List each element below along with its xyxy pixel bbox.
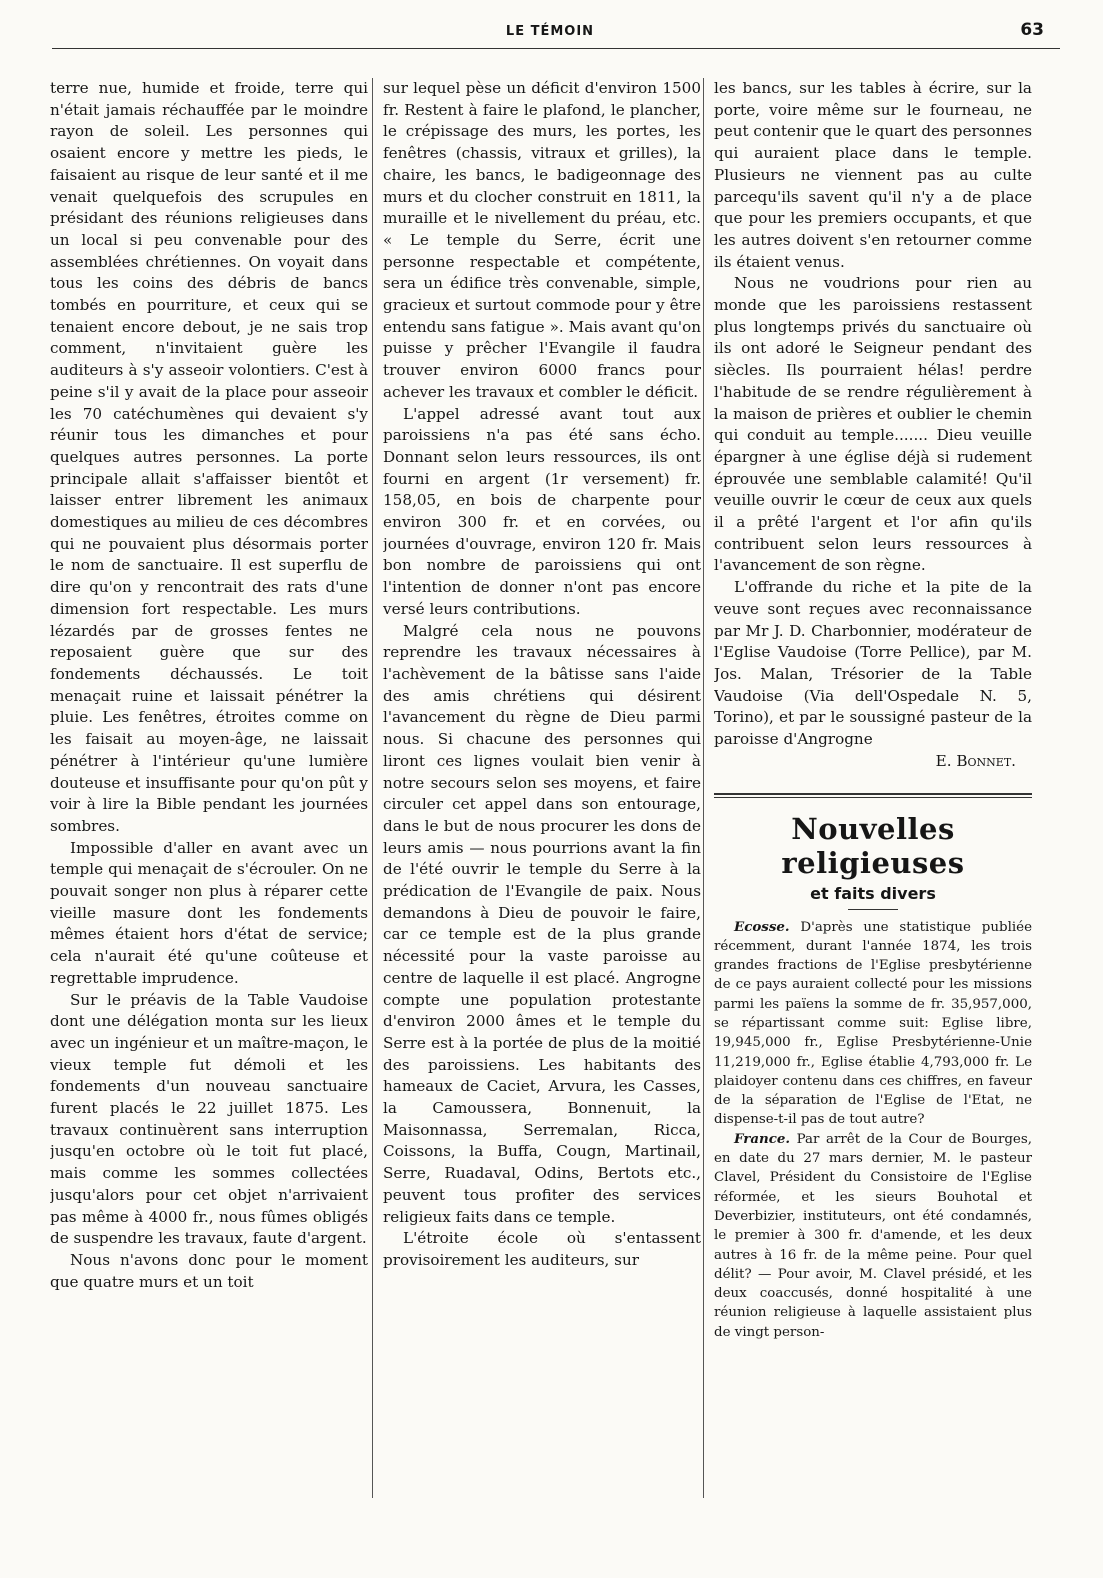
running-title: LE TÉMOIN	[505, 24, 595, 39]
paragraph: Malgré cela nous ne pouvons reprendre les travaux nécessaires à l'achèvement de la bâtisse sans l'aide des amis chrétiens qui désirent l'avancement du règne de Dieu parmi nous. Si chacune des personnes qui liront ces lignes voulait bien venir à notre secours selon ses moyens, et faire circuler cet appel dans son entourage, dans le but de nous procurer les dons de leurs amis — nous pourrions avant la fin de l'été ouvrir le temple du Serre à la prédication de l'Evangile de paix. Nous demandons à Dieu de pouvoir le faire, car ce temple est de la plus grande nécessité pour la vaste paroisse au centre de laquelle il est placé. Angrogne compte une population protestante d'environ 2000 âmes et le temple du Serre est à la portée de plus de la moitié des paroissiens. Les habitants des hameaux de Caciet, Arvura, les Casses, la Camoussera, Bonnenuit, la Maisonnassa, Serremalan, Ricca, Coissons, la Buffa, Cougn, Martinail, Serre, Ruadaval, Odins, Bertots etc., peuvent tous profiter des services religieux faits dans ce temple.	[383, 621, 701, 1226]
news-item	[714, 1130, 1032, 1342]
subtitle-rule	[848, 909, 898, 910]
section-rule	[714, 797, 1032, 798]
paragraph: L'étroite école où s'entassent provisoirement les auditeurs, sur	[383, 1229, 701, 1269]
paragraph: sur lequel pèse un déficit d'environ 1500 fr. Restent à faire le plafond, le plancher, le crépissage des murs, les portes, les fenêtres (chassis, vitraux et grilles), la chaire, les bancs, le badigeonnage des murs et du clocher construit en 1811, la muraille et le nivellement du préau, etc. « Le temple du Serre, écrit une personne respectable et compétente, sera un édifice très convenable, simple, gracieux et surtout commode pour y être entendu sans fatigue ». Mais avant qu'on puisse y prêcher l'Evangile il faudra trouver environ 6000 francs pour achever les travaux et combler le déficit.	[383, 79, 701, 401]
page-number: 63	[1020, 20, 1044, 40]
paragraph: les bancs, sur les tables à écrire, sur la porte, voire même sur le fourneau, ne peut contenir que le quart des personnes qui auraient place dans le temple. Plusieurs ne viennent pas au culte parcequ'ils savent qu'il n'y a de place que pour les premiers occupants, et que les autres doivent s'en retourner comme ils étaient venus.	[714, 79, 1032, 271]
paragraph: Nous n'avons donc pour le moment que quatre murs et un toit	[50, 1250, 368, 1291]
header-rule	[52, 48, 1060, 49]
column-divider	[703, 78, 704, 1498]
news-keyword: France.	[734, 1130, 791, 1147]
news-list	[714, 918, 1032, 1343]
paragraph: terre nue, humide et froide, terre qui n'était jamais réchauffée par le moindre rayon de soleil. Les personnes qui osaient encore y mettre les pieds, le faisaient au risque de leur santé et il me venait quelquefois des scrupules en présidant des réunions religieuses dans un local si peu convenable pour des assemblées chrétiennes. On voyait dans tous les coins des débris de bancs tombés en pourriture, et ceux qui se tenaient encore debout, je ne sais trop comment, n'invitaient guère les auditeurs à s'y asseoir volontiers. C'est à peine s'il y avait de la place pour asseoir les 70 catéchumènes qui devaient s'y réunir tous les dimanches et pour quelques autres personnes. La porte principale allait s'affaisser bientôt et laisser entrer librement les animaux domestiques au milieu de ces décombres qui ne pouvaient plus désormais porter le nom de sanctuaire. Il est superflu de dire qu'on y rencontrait des rats d'une dimension fort respectable. Les murs lézardés par de grosses fentes ne reposaient guère que sur des fondements déchaussés. Le toit menaçait ruine et laissait pénétrer la pluie. Les fenêtres, étroites comme on les faisait au moyen-âge, ne laissait pénétrer à l'intérieur qu'une lumière douteuse et insuffisante pour qu'on pût y voir à lire la Bible pendant les journées sombres.	[50, 79, 368, 835]
signature: E. Bonnet.	[935, 751, 1016, 770]
paragraph: Impossible d'aller en avant avec un temple qui menaçait de s'écrouler. On ne pouvait songer non plus à réparer cette vieille masure dont les fondements mêmes étaient hors d'état de service; cela n'aurait été qu'une coûteuse et regrettable imprudence.	[50, 838, 368, 987]
column-2	[383, 78, 701, 1508]
paragraph: Sur le préavis de la Table Vaudoise dont une délégation monta sur les lieux avec un ingénieur et un maître-maçon, le vieux temple fut démoli et les fondements d'un nouveau sanctuaire furent placés le 22 juillet 1875. Les travaux continuèrent sans interruption jusqu'en octobre où le toit fut placé, mais comme les sommes collectées jusqu'alors pour cet objet n'arrivaient pas même à 4000 fr., nous fûmes obligés de suspendre les travaux, faute d'argent.	[50, 990, 368, 1248]
section-rule	[714, 793, 1032, 795]
news-text: Par arrêt de la Cour de Bourges, en date du 27 mars dernier, M. le pasteur Clavel, Président du Consistoire de l'Eglise réformée, et les sieurs Bouhotal et Deverbizier, instituteurs, ont été condamnés, le premier à 300 fr. d'amende, et les deux autres à 16 fr. de la même peine. Pour quel délit? — Pour avoir, M. Clavel présidé, et les deux coaccusés, donné hospitalité à une réunion religieuse à laquelle assistaient plus de vingt person-	[714, 1131, 1032, 1340]
section-title: Nouvelles religieuses	[781, 811, 965, 880]
section-subtitle: et faits divers	[810, 883, 936, 903]
page-header	[40, 22, 1060, 52]
paragraph: Nous ne voudrions pour rien au monde que les paroissiens restassent plus longtemps privés du sanctuaire où ils ont adoré le Seigneur pendant des siècles. Ils pourraient hélas! perdre l'habitude de se rendre régulièrement à la maison de prières et oublier le chemin qui conduit au temple....... Dieu veuille épargner à une église déjà si rudement éprouvée une semblable calamité! Qu'il veuille ouvrir le cœur de ceux aux quels il a prêté l'argent et l'or afin qu'ils contribuent selon leurs ressources à l'avancement de son règne.	[714, 274, 1032, 575]
news-text: D'après une statistique publiée récemment, durant l'année 1874, les trois grandes fractions de l'Eglise presbytérienne de ce pays auraient collecté pour les missions parmi les païens la somme de fr. 35,957,000, se répartissant comme suit: Eglise libre, 19,945,000 fr., Eglise Presbytérienne-Unie 11,219,000 fr., Eglise établie 4,793,000 fr. Le plaidoyer contenu dans ces chiffres, en faveur de la séparation de l'Eglise de l'Etat, ne dispense-t-il pas de tout autre?	[714, 919, 1032, 1128]
column-3	[714, 78, 1032, 1508]
news-keyword: Ecosse.	[734, 918, 790, 935]
paragraph: L'appel adressé avant tout aux paroissiens n'a pas été sans écho. Donnant selon leurs ressources, ils ont fourni en argent (1r versement) fr. 158,05, en bois de charpente pour environ 300 fr. et en corvées, ou journées d'ouvrage, environ 120 fr. Mais bon nombre de paroissiens qui ont l'intention de donner n'ont pas encore versé leurs contributions.	[383, 404, 701, 618]
news-item	[714, 918, 1032, 1130]
paragraph: L'offrande du riche et la pite de la veuve sont reçues avec reconnaissance par Mr J. D. Charbonnier, modérateur de l'Eglise Vaudoise (Torre Pellice), par M. Jos. Malan, Trésorier de la Table Vaudoise (Via dell'Ospedale N. 5, Torino), et par le soussigné pasteur de la paroisse d'Angrogne	[714, 578, 1032, 749]
column-1	[50, 78, 368, 1508]
column-divider	[372, 78, 373, 1498]
